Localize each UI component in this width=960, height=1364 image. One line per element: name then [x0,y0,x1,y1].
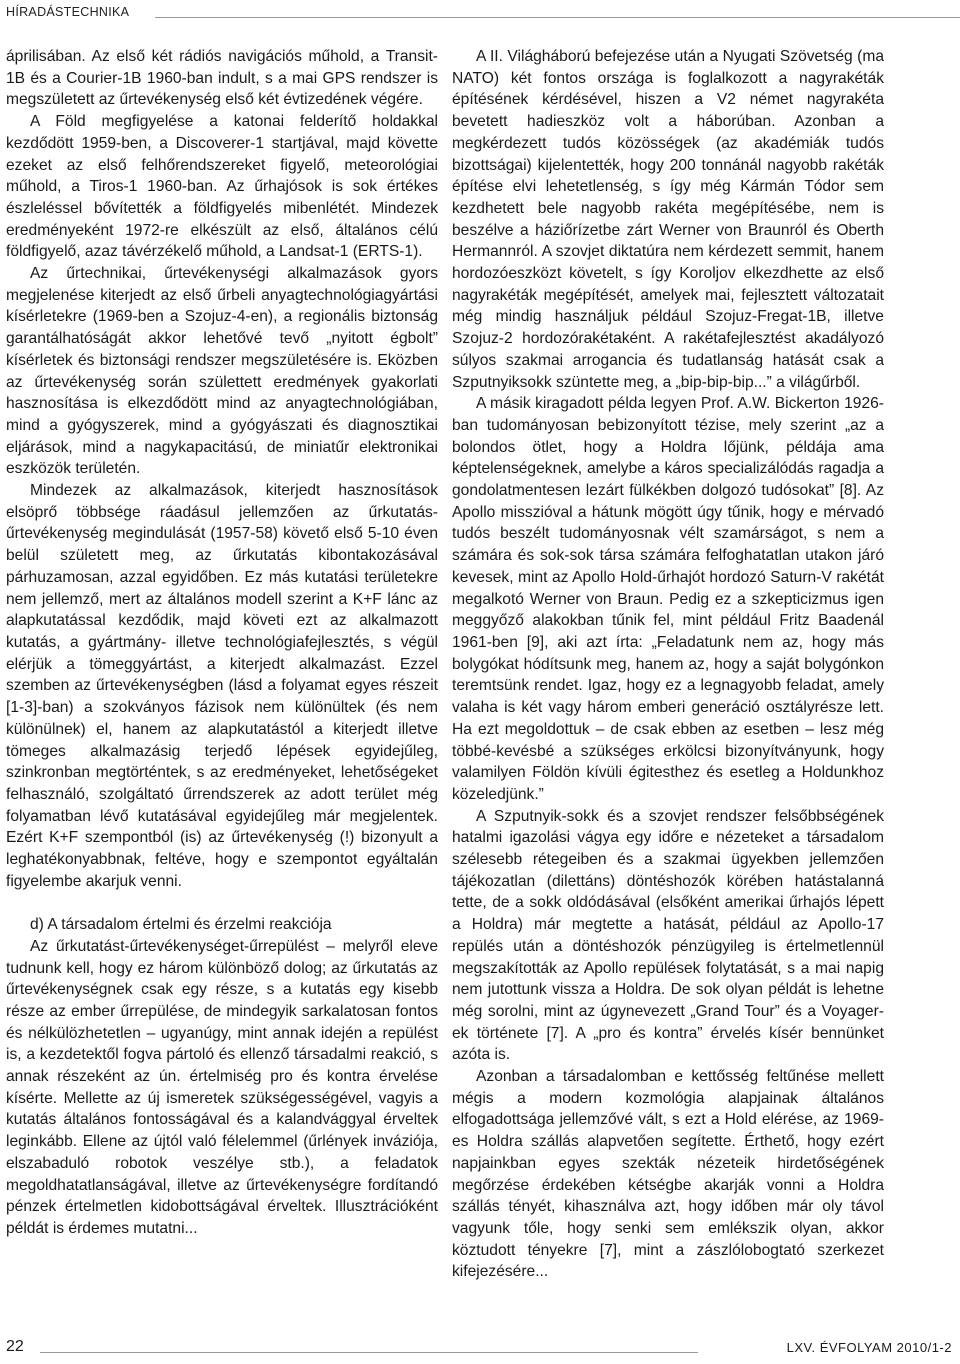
subheading: d) A társadalom értelmi és érzelmi reakciója [30,916,332,934]
paragraph: Az űrkutatást-űrtevékenységet-űrrepülést – melyről eleve tudnunk kell, hogy ez három különböző dolog; az űrkutatás az űrtevékenységnek csak egy része, s a kutatás egy kisebb része az ember űrrepülése, de mindegyik sarkalatosan fontos és nélkülözhetetlen – ugyanúgy, mint annak idején a repülést is, a kezdetektől fogva pártoló és ellenző társadalmi reakció, s annak részeként az ún. értelmiség pro és kontra érvelése kísérte. Mellette az új ismeretek szükségességével, vagyis a kutatás általános fontosságával és a kalandvággyal érveltek leginkább. Ellene az újtól való félelemmel (űrlények inváziója, elszabaduló robotok veszélye stb.), a feladatok megoldhatatlanságával, illetve az űrtevékenységre fordítandó pénzek értelmetlen kidobottságával érveltek. Illusztrációként példát is érdemes mutatni... [6,937,438,1237]
left-column [6,46,438,1240]
paragraph: A Szputnyik-sokk és a szovjet rendszer felsőbbségének hatalmi igazolási vágya egy időre e nézeteket a társadalom szélesebb rétegeiben és a szakmai ügyekben jellemzően tájékozatlan (dilettáns) döntéshozók körében hatástalanná tette, de a sokk oldódásával (elsőként amerikai űrhajós lépett a Holdra) már megtette a hatását, például az Apollo-17 repülés után a döntéshozók pénzügyileg is értelmetlennül megszakították az Apollo repülések folytatását, s a mai napig nem jutottunk vissza a Holdra. De sok olyan példát is lehetne még sorolni, mint az úgynevezett „Grand Tour” és a Voyager-ek története [7]. A „pro és kontra” érvelés kísér bennünket azóta is. [452,807,884,1064]
paragraph: A Föld megfigyelése a katonai felderítő holdakkal kezdődött 1959-ben, a Discoverer-1 startjával, majd követte ezeket az első felhőrendszereket figyelő, meteorológiai műhold, a Tiros-1 1960-ban. Az űrhajósok is sok értékes észleléssel bővítették a földfigyelés mibenlétét. Mindezek eredményeként 1972-re elkészült az első, általános célú földfigyelő, azaz távérzékelő műhold, a Landsat-1 (ERTS-1). [6,113,438,261]
page-number: 22 [6,1338,24,1355]
paragraph: Mindezek az alkalmazások, kiterjedt hasznosítások elsöprő többsége ráadásul jellemzően az űrkutatás-űrtevékenység megindulását (1957-58) követő első 5-10 éven belül született meg, az űrkutatás kibontakozásával párhuzamosan, azzal egyidőben. Ez más kutatási területekre nem jellemző, mert az általános modell szerint a K+F lánc az alapkutatással kezdődik, majd követi ezt az alkalmazott kutatás, a gyártmány- illetve technológiafejlesztés, s végül elérjük a tömeggyártást, a kiterjedt alkalmazást. Ezzel szemben az űrtevékenységben (lásd a folyamat egyes részeit [1-3]-ban) a szokványos fázisok nem különültek (és nem különülnek) el, hanem az alapkutatástól a kiterjedt illetve tömeges alkalmazásig terjedő lépések egyidejűleg, szinkronban megtörténtek, s az eredményeket, lehetőségeket felhasználó, szolgáltató űrrendszerek az adott terület még folyamatban lévő kutatásával egyidejűleg már megjelentek. Ezért K+F szempontból (is) az űrtevékenység (!) bizonyult a leghatékonyabbnak, feltéve, hogy e szempontot egyáltalán figyelembe akarjuk venni. [6,482,438,890]
header-rule [155,17,960,18]
right-column [452,46,884,1283]
footer-rule [40,1352,698,1353]
running-header [0,0,960,34]
volume-label: LXV. ÉVFOLYAM 2010/1-2 [786,1340,952,1355]
paragraph: Azonban a társadalomban e kettősség feltűnése mellett mégis a modern kozmológia alapjainak általános elfogadottsága jellemzővé vált, s ezt a Hold elérése, az 1969-es Holdra szállás alapvetően segítette. Érthető, hogy ezért napjainkban egyes szekták nézeteik hirdetőségének megőrzése érdekében kétségbe akarják vonni a Holdra szállás tényét, kihasználva azt, hogy időben már oly távol vagyunk tőle, hogy senki sem emlékszik olyan, akkor köztudott tényekre [7], mint a zászlólobogtató szerkezet kifejezésére... [452,1068,884,1281]
section-spacer [6,892,438,914]
paragraph: Az űrtechnikai, űrtevékenységi alkalmazások gyors megjelenése kiterjedt az első űrbeli anyagtechnológiagyártási kísérletekre (1969-ben a Szojuz-4-en), a regionális biztonság garantálhatóságát akkor lehetővé tevő „nyitott égbolt” kísérletek és biztonsági rendszer megszületésére is. Eközben az űrtevékenység során születtett eredmények gyakorlati hasznosítása is elkezdődött mind az anyagtechnológiában, mind a gyógyszerek, mind a gyógyászati és diagnosztikai eljárások, mind a nagykapacitású, de miniatűr elektronikai eszközök területén. [6,265,438,478]
paragraph: áprilisában. Az első két rádiós navigációs műhold, a Transit-1B és a Courier-1B 1960-ban indult, s a mai GPS rendszer is megszületett az űrtevékenység első két évtizedének végére. [6,48,438,109]
page-footer [0,1334,960,1364]
paragraph: A II. Világháború befejezése után a Nyugati Szövetség (ma NATO) két fontos országa is foglalkozott a nagyrakéták építésének kérdésével, hiszen a V2 német nagyrakéta bevetett hadieszköz volt a háborúban. Azonban a megkérdezett tudós közösségek (az akadémiák tudós bizottságai) kijelentették, hogy 200 tonnánál nagyobb rakéták építése elvi lehetetlenség, s így még Kármán Tódor sem kezdhetett bele nagyobb rakéta megépítésébe, nem is beszélve a háziőrízetbe zárt Werner von Braunról és Oberth Hermannról. A szovjet diktatúra nem kérdezett semmit, hanem hordozóeszközt követelt, s így Koroljov elkezdhette az első nagyrakéták megépítését, amelyek mai, fejlesztett változatait még mindig használjuk például Szojuz-Fregat-1B, illetve Szojuz-2 hordozórakétaként. A rakétafejlesztést akadályozó súlyos szakmai arrogancia és tudatlanság hatását csak a Szputnyiksokk szüntette meg, a „bip-bip-bip...” a világűrből. [452,48,884,391]
section-title: HÍRADÁSTECHNIKA [6,5,130,19]
paragraph: A másik kiragadott példa legyen Prof. A.W. Bickerton 1926-ban tudományosan bebizonyított tézise, mely szerint „az a bolondos ötlet, hogy a Holdra lőjünk, példája ama képtelenségeknek, amelybe a káros specializálódás ragadja a gondolatmentesen lezárt fülkékben dolgozó tudósokat” [8]. Az Apollo misszióval a hátunk mögött úgy tűnik, hogy e mérvadó tudós beszélt tudományosnak vélt szamárságot, s nem a számára és sok-sok társa számára felfoghatatlan utakon járó kevesek, mint az Apollo Hold-űrhajót hordozó Saturn-V rakétát megalkotó Werner von Braun. Pedig ez a szkepticizmus igen meggyőző alakokban tűnik fel, mint például Fritz Baadenál 1961-ben [9], aki azt írta: „Feladatunk nem az, hogy más bolygókat hódítsunk meg, hanem az, hogy a saját bolygónkon teremtsünk rendet. Igaz, hogy ez a legnagyobb feladat, amely valaha is két vagy három emberi generáció osztályrésze lett. Ha ezt megoldottuk – de csak ebben az esetben – lesz még többé-kevésbé a szükséges erkölcsi bizonyítványunk, hogy valamilyen Földön kívüli égitesthez és esetleg a Holdunkhoz közeledjünk.” [452,395,884,803]
